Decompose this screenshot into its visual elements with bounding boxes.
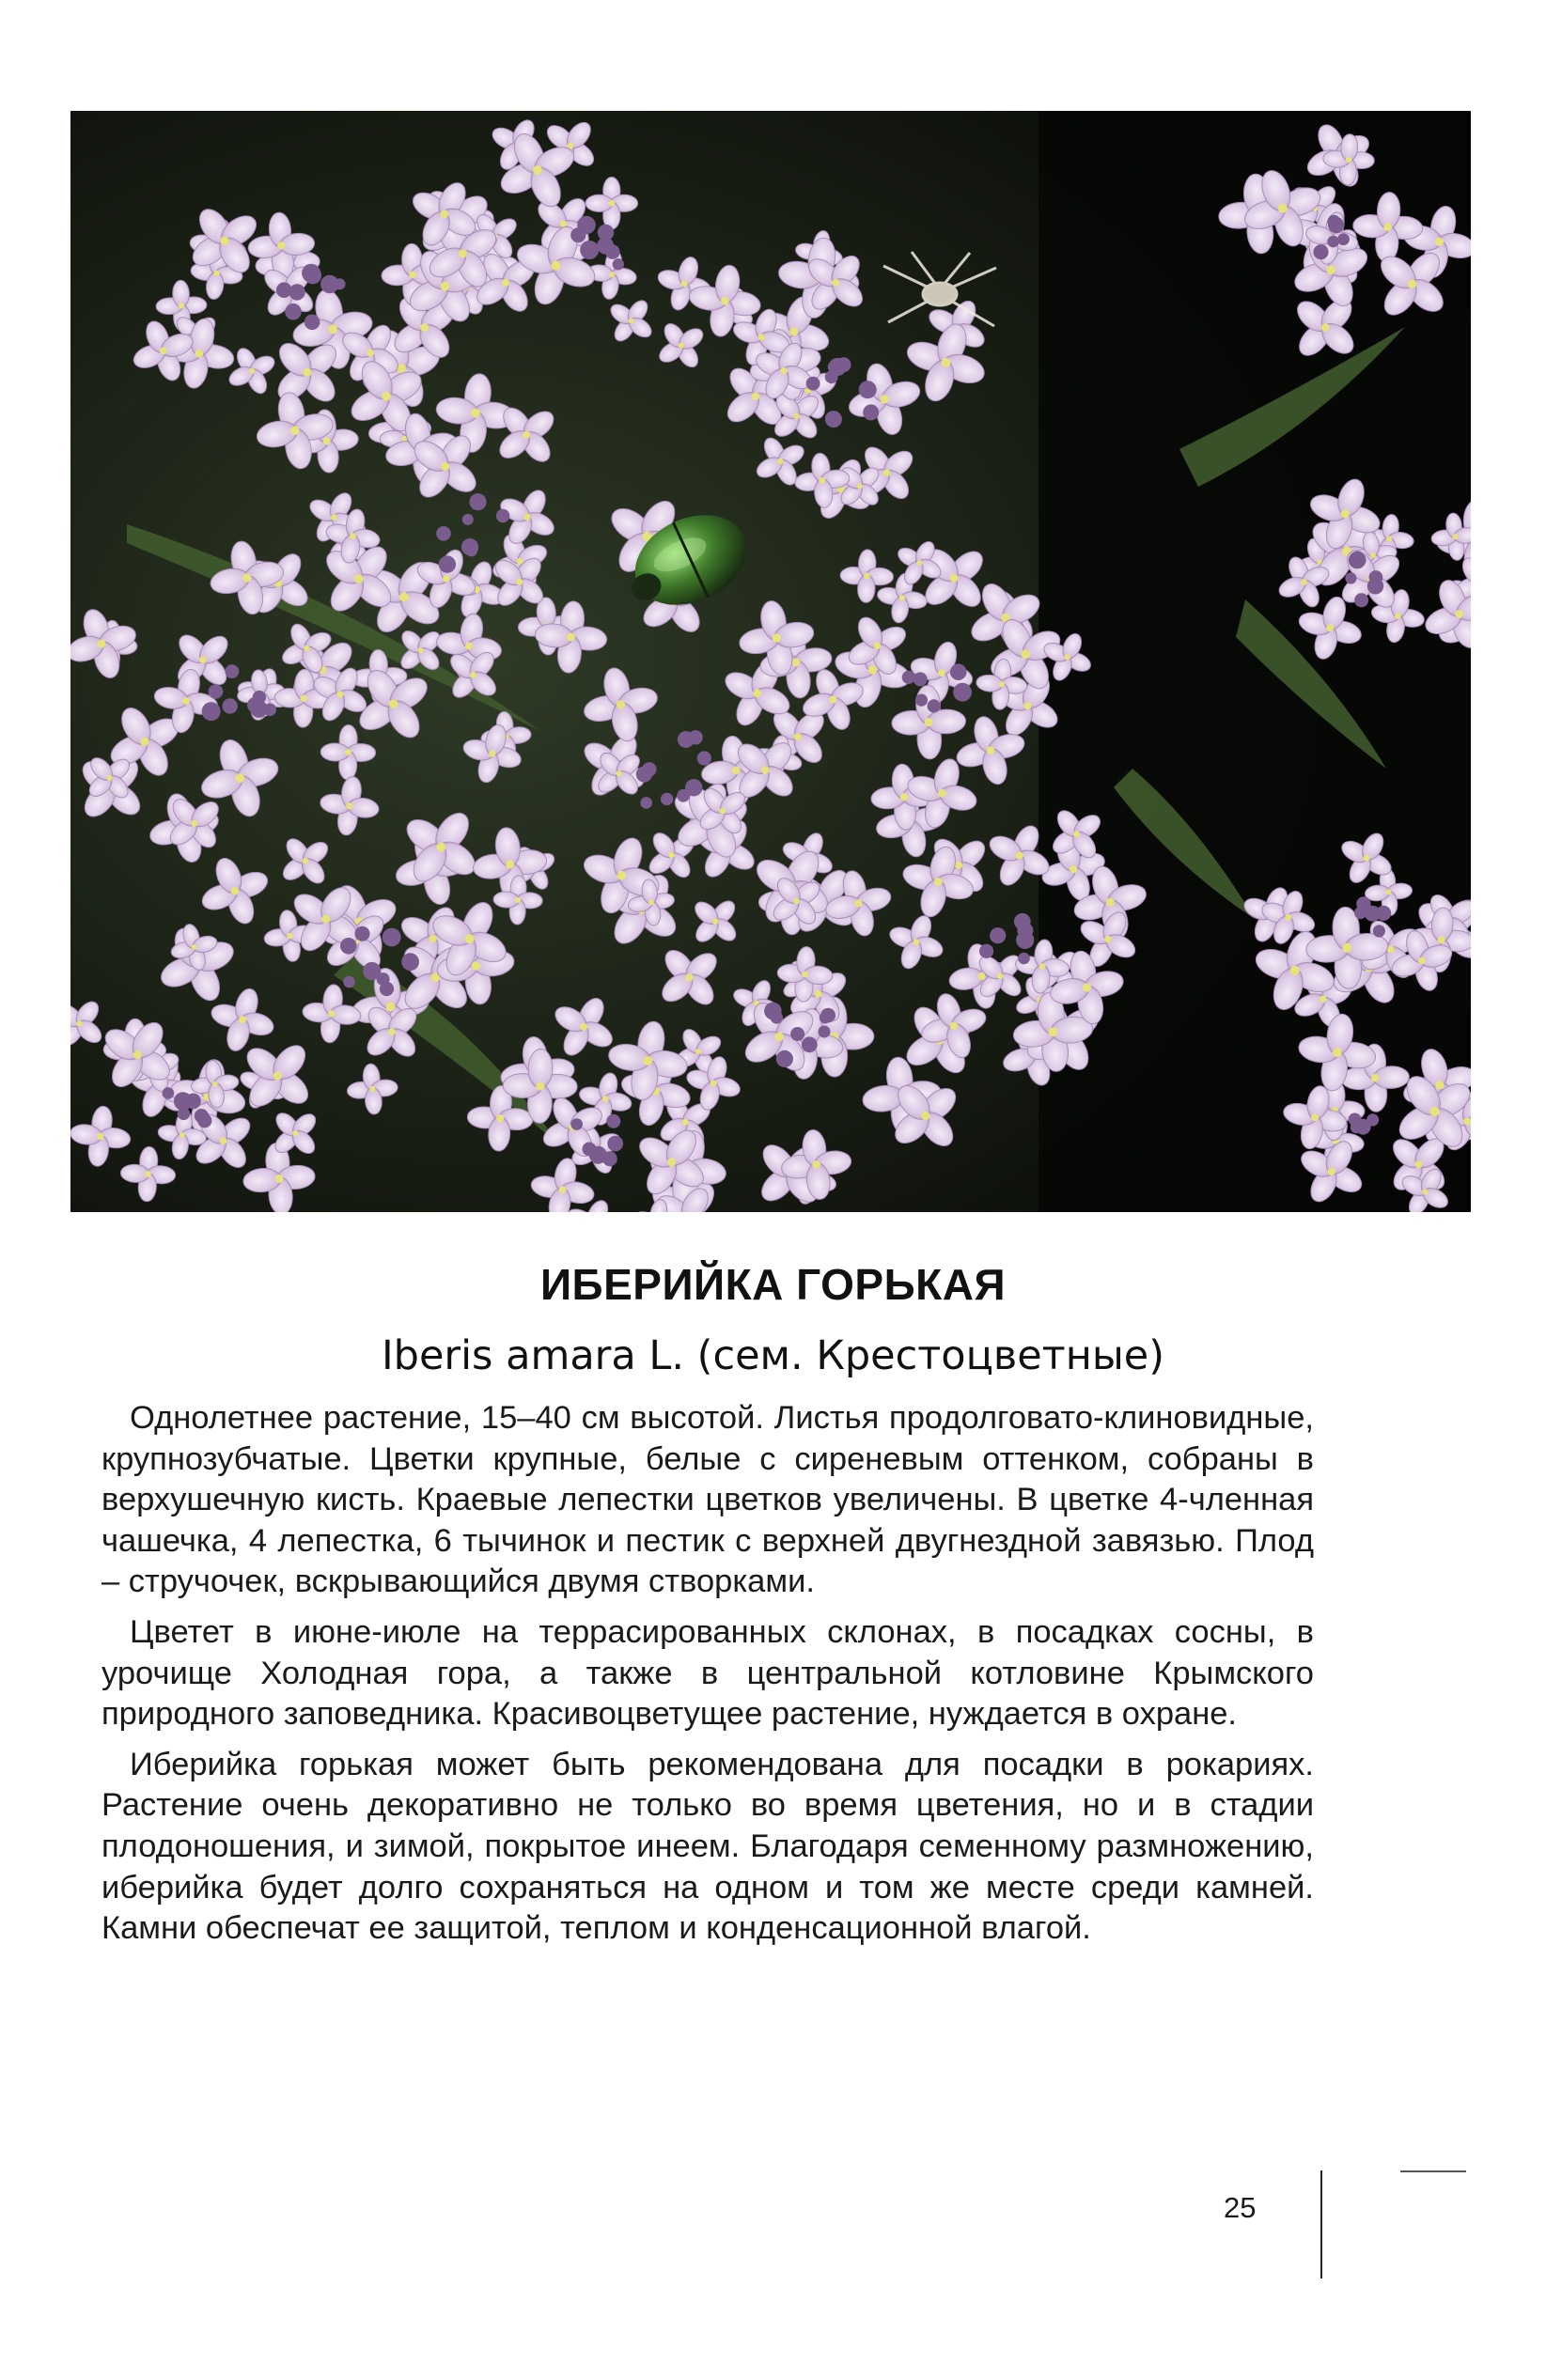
paragraph-cultivation: Иберийка горькая может быть рекомендована для посадки в рокариях. Растение очень декоративно не только во время цветения, но и в стадии плодоношения, и зимой, покрытое инеем. Благодаря семенному размножению, иберийка будет долго сохраняться на одном и том же месте среди камней. Камни обеспечат ее защитой, теплом и конденсационной влагой. bbox=[102, 1746, 1314, 1947]
page-number: 25 bbox=[1224, 2191, 1257, 2224]
margin-rule-vertical bbox=[1320, 2170, 1322, 2279]
article-body bbox=[102, 1398, 1314, 1959]
margin-rule-horizontal bbox=[1400, 2170, 1466, 2172]
paragraph-description: Однолетнее растение, 15–40 см высотой. Листья продолговато-клиновидные, крупнозубчатые. Цветки крупные, белые с сиреневым оттенком, собраны в верхушечную кисть. Краевые лепестки цветков увеличены. В цветке 4-членная чашечка, 4 лепестка, 6 тычинок и пестик с верхней двугнездной завязью. Плод – стручочек, вскрывающийся двумя створками. bbox=[102, 1400, 1314, 1600]
article-latin-name: Iberis amara L. (сем. Крестоцветные) bbox=[381, 1332, 1165, 1379]
iberis-photo-illustration bbox=[70, 111, 1471, 1212]
article-title: ИБЕРИЙКА ГОРЬКАЯ bbox=[539, 1260, 1007, 1309]
flower-photo bbox=[70, 111, 1471, 1212]
paragraph-habitat: Цветет в июне-июле на террасированных склонах, в посадках сосны, в урочище Холодная гора, а также в центральной котловине Крымского природного заповедника. Красивоцветущее растение, нуждается в охране. bbox=[102, 1613, 1314, 1733]
